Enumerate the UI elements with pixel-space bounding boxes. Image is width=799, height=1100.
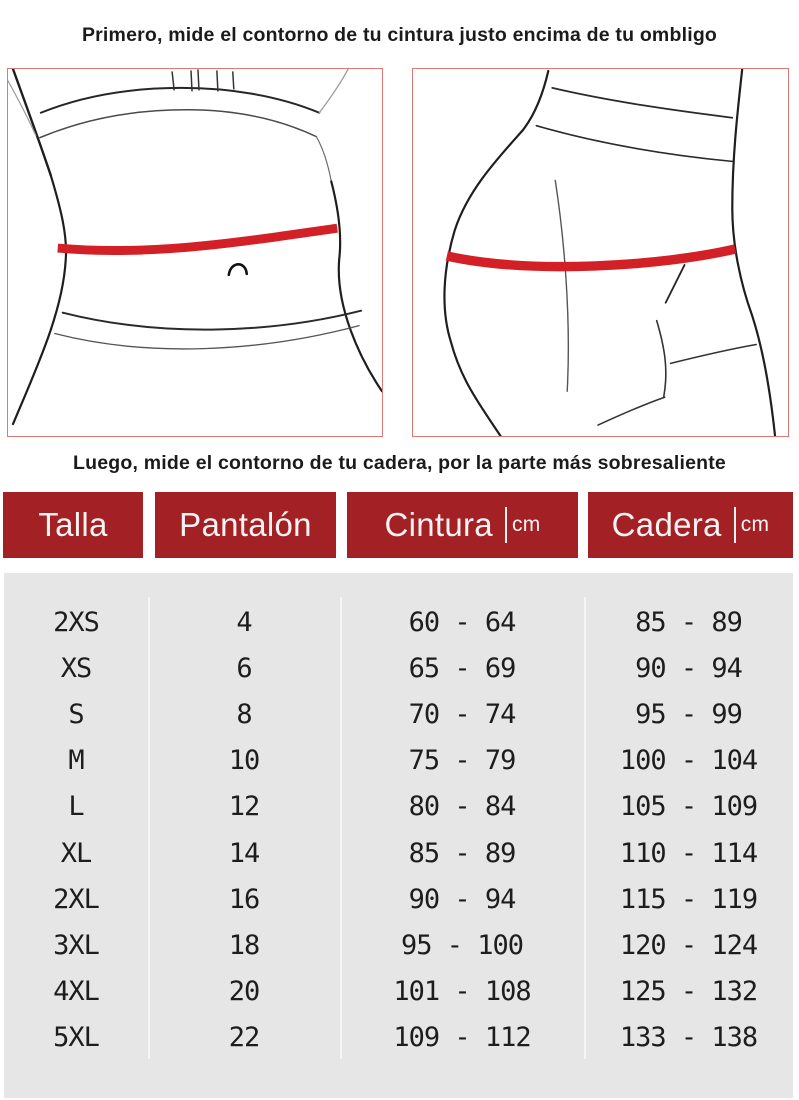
- header-talla: [3, 492, 143, 558]
- cell-talla: 4XL: [53, 976, 99, 1008]
- cell-cadera: 85 - 89: [635, 606, 742, 638]
- waist-measurement-figure: [7, 68, 383, 437]
- cell-pantalon: 6: [236, 652, 252, 684]
- cell-talla: S: [68, 698, 84, 730]
- cell-cintura: 95 - 100: [400, 929, 524, 961]
- cell-pantalon: 20: [228, 976, 260, 1008]
- hip-tape-line: [447, 249, 735, 267]
- hip-instruction-text: Luego, mide el contorno de tu cadera, por la parte más sobresaliente: [73, 452, 726, 474]
- table-row: [4, 922, 793, 968]
- cell-cintura: 65 - 69: [408, 652, 516, 684]
- table-row: [4, 599, 793, 645]
- cell-pantalon: 10: [228, 745, 260, 777]
- hip-figure-sketch: [413, 69, 788, 436]
- cell-talla: XL: [60, 837, 92, 869]
- cell-pantalon: 4: [236, 606, 252, 638]
- cell-pantalon: 14: [228, 837, 260, 869]
- cell-cadera: 90 - 94: [635, 652, 742, 684]
- header-cintura-unit: cm: [511, 513, 541, 536]
- table-row: [4, 1015, 793, 1061]
- waist-figure-sketch: [8, 69, 382, 436]
- cell-talla: 2XL: [53, 883, 99, 915]
- cell-pantalon: 12: [228, 791, 260, 823]
- header-cadera-unit: cm: [740, 513, 770, 536]
- cell-cintura: 90 - 94: [408, 883, 516, 915]
- unit-divider-bar: [505, 507, 507, 543]
- cell-cintura: 101 - 108: [393, 976, 531, 1008]
- unit-divider-bar: [734, 507, 736, 543]
- header-cadera-label: Cadera: [611, 506, 722, 543]
- cell-cadera: 110 - 114: [619, 837, 758, 869]
- cell-pantalon: 8: [236, 698, 252, 730]
- cell-cadera: 133 - 138: [619, 1022, 758, 1054]
- table-row: [4, 738, 793, 784]
- table-row: [4, 876, 793, 922]
- waist-tape-line: [58, 228, 337, 250]
- header-pantalon-label: Pantalón: [179, 506, 312, 543]
- cell-talla: 5XL: [53, 1022, 99, 1054]
- cell-cadera: 120 - 124: [619, 929, 758, 961]
- header-cintura: [347, 492, 578, 558]
- header-cadera: [588, 492, 793, 558]
- cell-talla: M: [68, 745, 84, 777]
- cell-cadera: 125 - 132: [619, 976, 758, 1008]
- cell-cintura: 85 - 89: [408, 837, 516, 869]
- cell-cadera: 105 - 109: [619, 791, 758, 823]
- table-row: [4, 691, 793, 737]
- size-table-body: [4, 599, 793, 1061]
- cell-talla: XS: [60, 652, 92, 684]
- waist-instruction-text: Primero, mide el contorno de tu cintura justo encima de tu ombligo: [81, 24, 718, 46]
- cell-cintura: 109 - 112: [393, 1022, 531, 1054]
- cell-talla: 3XL: [53, 929, 99, 961]
- header-cintura-label: Cintura: [384, 506, 493, 543]
- cell-cadera: 95 - 99: [635, 698, 742, 730]
- navel-mark: [229, 264, 247, 275]
- cell-cintura: 75 - 79: [408, 745, 516, 777]
- cell-pantalon: 22: [228, 1022, 260, 1054]
- cell-cadera: 100 - 104: [619, 745, 758, 777]
- cell-cadera: 115 - 119: [619, 883, 758, 915]
- cell-cintura: 60 - 64: [408, 606, 516, 638]
- header-pantalon: [155, 492, 336, 558]
- table-row: [4, 645, 793, 691]
- table-row: [4, 969, 793, 1015]
- header-talla-label: Talla: [38, 506, 108, 543]
- table-row: [4, 784, 793, 830]
- cell-talla: 2XS: [53, 606, 99, 638]
- cell-cintura: 70 - 74: [408, 698, 516, 730]
- table-row: [4, 830, 793, 876]
- cell-talla: L: [68, 791, 84, 823]
- hip-measurement-figure: [412, 68, 789, 437]
- cell-pantalon: 18: [228, 929, 260, 961]
- size-table: [4, 573, 793, 1098]
- cell-cintura: 80 - 84: [408, 791, 516, 823]
- cell-pantalon: 16: [228, 883, 260, 915]
